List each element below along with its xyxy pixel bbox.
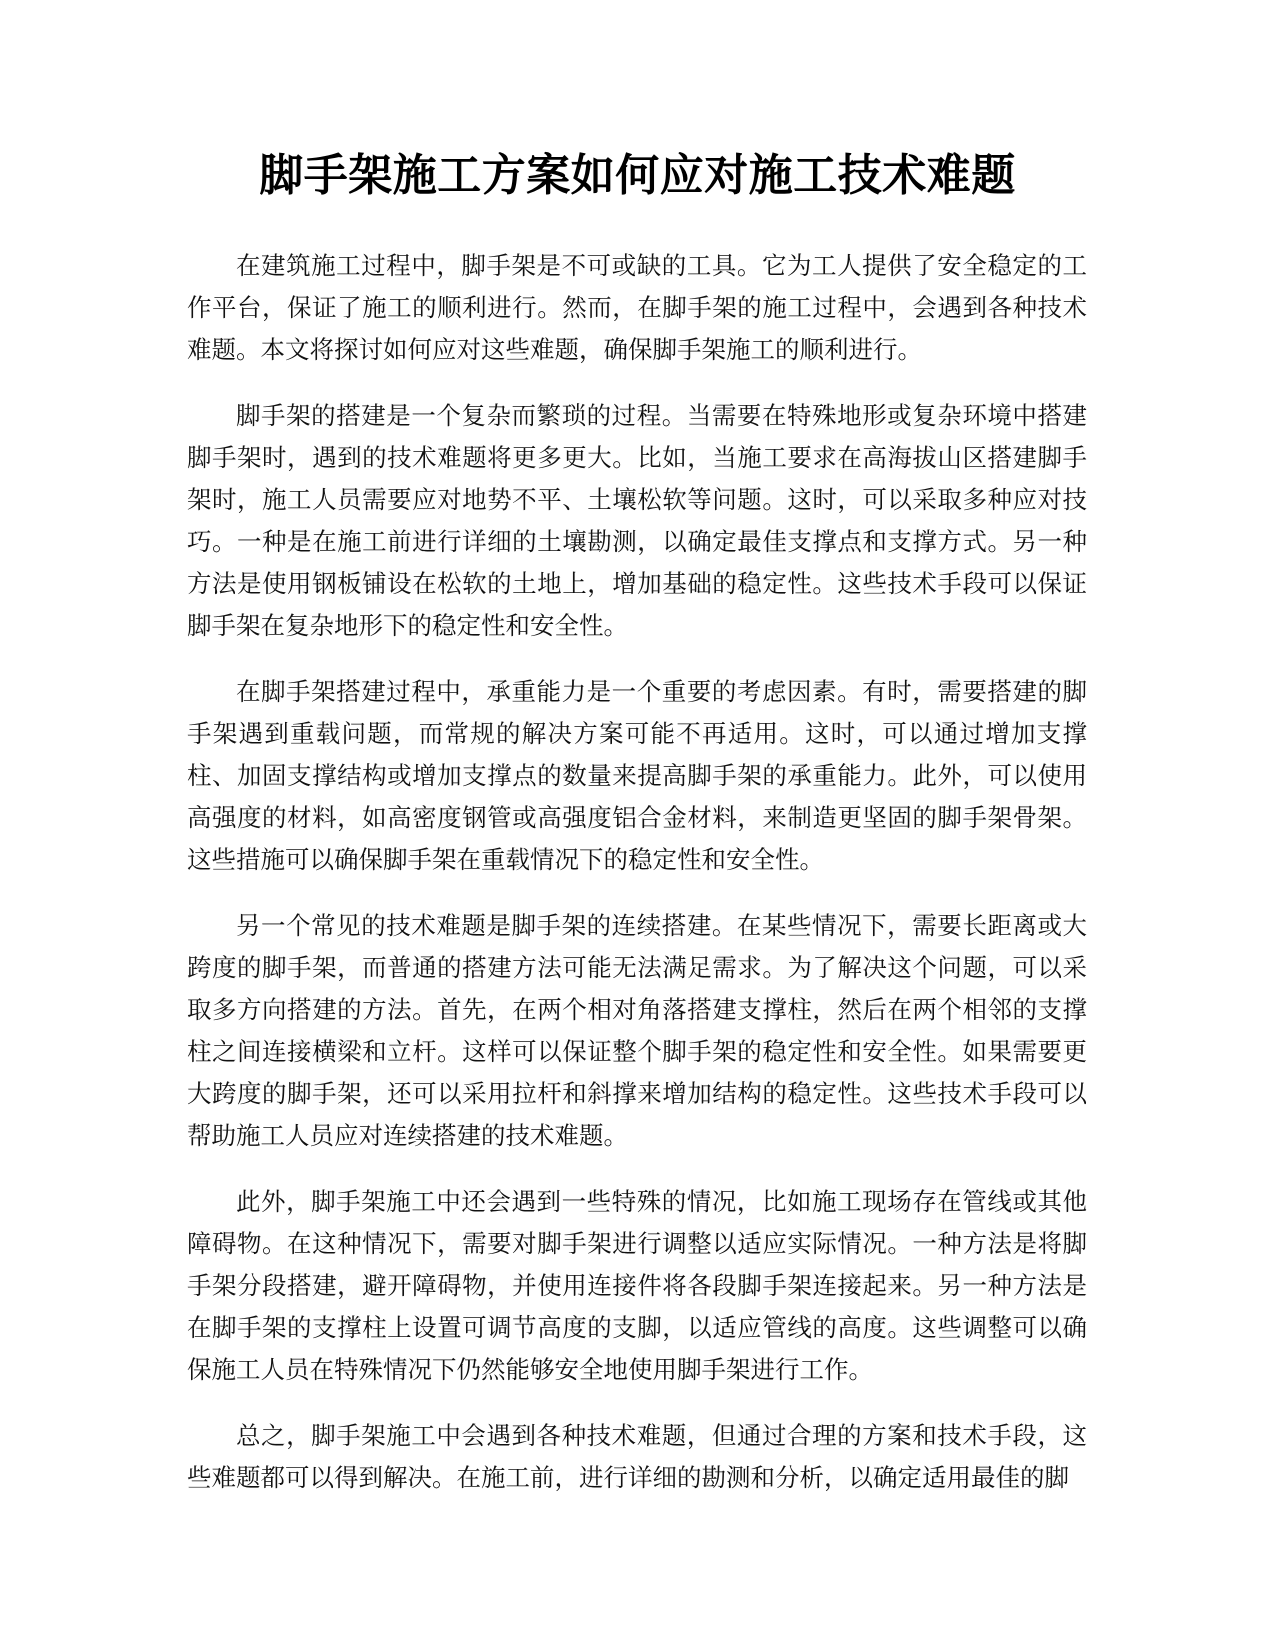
paragraph-6: 总之，脚手架施工中会遇到各种技术难题，但通过合理的方案和技术手段，这些难题都可以得到解决。在施工前，进行详细的勘测和分析，以确定适用最佳的脚: [187, 1421, 1087, 1492]
paragraph-5: 此外，脚手架施工中还会遇到一些特殊的情况，比如施工现场存在管线或其他障碍物。在这种情况下，需要对脚手架进行调整以适应实际情况。一种方法是将脚手架分段搭建，避开障碍物，并使用连接件将各段脚手架连接起来。另一种方法是在脚手架的支撑柱上设置可调节高度的支脚，以适应管线的高度。这些调整可以确保施工人员在特殊情况下仍然能够安全地使用脚手架进行工作。: [187, 1187, 1087, 1384]
paragraph-2: 脚手架的搭建是一个复杂而繁琐的过程。当需要在特殊地形或复杂环境中搭建脚手架时，遇到的技术难题将更多更大。比如，当施工要求在高海拔山区搭建脚手架时，施工人员需要应对地势不平、土壤松软等问题。这时，可以采取多种应对技巧。一种是在施工前进行详细的土壤勘测，以确定最佳支撑点和支撑方式。另一种方法是使用钢板铺设在松软的土地上，增加基础的稳定性。这些技术手段可以保证脚手架在复杂地形下的稳定性和安全性。: [187, 401, 1087, 640]
paragraph-4: 另一个常见的技术难题是脚手架的连续搭建。在某些情况下，需要长距离或大跨度的脚手架，而普通的搭建方法可能无法满足需求。为了解决这个问题，可以采取多方向搭建的方法。首先，在两个相对角落搭建支撑柱，然后在两个相邻的支撑柱之间连接横梁和立杆。这样可以保证整个脚手架的稳定性和安全性。如果需要更大跨度的脚手架，还可以采用拉杆和斜撑来增加结构的稳定性。这些技术手段可以帮助施工人员应对连续搭建的技术难题。: [187, 911, 1087, 1150]
paragraph-3: 在脚手架搭建过程中，承重能力是一个重要的考虑因素。有时，需要搭建的脚手架遇到重载问题，而常规的解决方案可能不再适用。这时，可以通过增加支撑柱、加固支撑结构或增加支撑点的数量来提高脚手架的承重能力。此外，可以使用高强度的材料，如高密度钢管或高强度铝合金材料，来制造更坚固的脚手架骨架。这些措施可以确保脚手架在重载情况下的稳定性和安全性。: [187, 677, 1087, 874]
paragraph-1: 在建筑施工过程中，脚手架是不可或缺的工具。它为工人提供了安全稳定的工作平台，保证了施工的顺利进行。然而，在脚手架的施工过程中，会遇到各种技术难题。本文将探讨如何应对这些难题，确保脚手架施工的顺利进行。: [187, 251, 1087, 364]
document-body: [187, 245, 1087, 1523]
document-title: 脚手架施工方案如何应对施工技术难题: [259, 150, 1016, 201]
